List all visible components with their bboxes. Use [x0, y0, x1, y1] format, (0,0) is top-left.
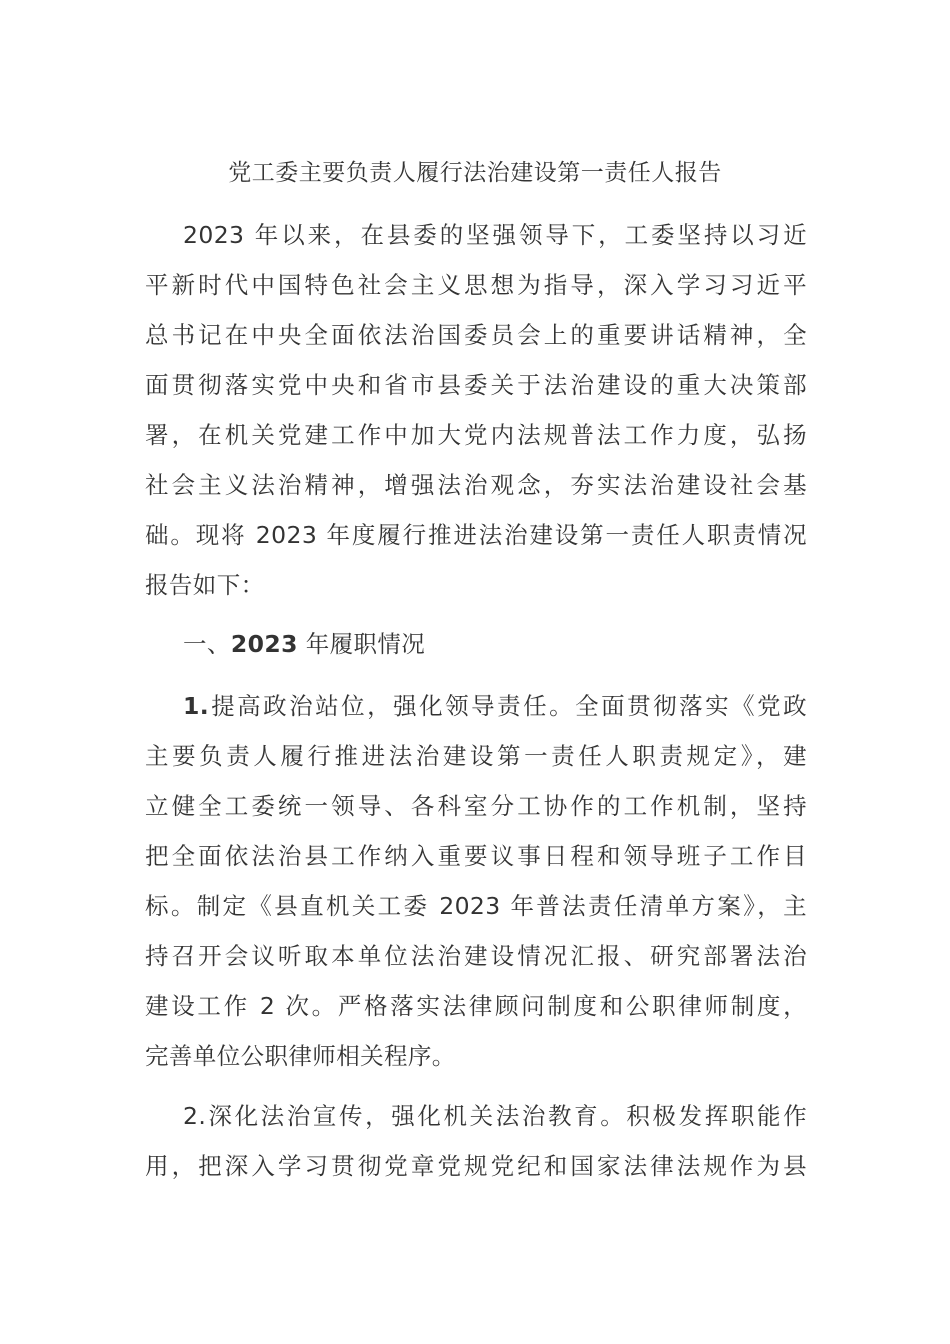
paragraph-line: 完善单位公职律师相关程序。 [145, 1042, 456, 1070]
item-2-paragraph [145, 1091, 807, 1191]
paragraph-line: 报告如下： [145, 571, 265, 599]
item-number: 1. [183, 692, 210, 720]
paragraph-line: 社会主义法治精神，增强法治观念，夯实法治建设社会基 [145, 471, 807, 499]
section-prefix: 一、 [183, 630, 231, 658]
document-title: 党工委主要负责人履行法治建设第一责任人报告 [228, 160, 722, 186]
item-first-line: 提高政治站位，强化领导责任。全面贯彻落实《党政 [209, 692, 807, 720]
section-heading-1 [145, 619, 807, 669]
paragraph-line: 把全面依法治县工作纳入重要议事日程和领导班子工作目 [145, 842, 807, 870]
paragraph-line: 建设工作 2 次。严格落实法律顾问制度和公职律师制度， [145, 992, 807, 1020]
paragraph-line: 标。制定《县直机关工委 2023 年普法责任清单方案》，主 [145, 892, 807, 920]
paragraph-line: 用，把深入学习贯彻党章党规党纪和国家法律法规作为县 [145, 1152, 807, 1180]
paragraph-line: 持召开会议听取本单位法治建设情况汇报、研究部署法治 [145, 942, 807, 970]
paragraph-line [145, 681, 807, 731]
paragraph-line: 2023 年以来，在县委的坚强领导下，工委坚持以习近 [183, 221, 807, 249]
section-title-rest: 年履职情况 [297, 630, 426, 658]
section-year: 2023 [230, 630, 298, 658]
intro-paragraph [145, 210, 807, 610]
paragraph-line: 础。现将 2023 年度履行推进法治建设第一责任人职责情况 [145, 521, 807, 549]
paragraph-line: 总书记在中央全面依法治国委员会上的重要讲话精神，全 [145, 321, 807, 349]
paragraph-line: 平新时代中国特色社会主义思想为指导，深入学习习近平 [145, 271, 807, 299]
item-1-paragraph [145, 681, 807, 1081]
paragraph-line: 署，在机关党建工作中加大党内法规普法工作力度，弘扬 [145, 421, 807, 449]
section-heading-line [145, 619, 807, 669]
paragraph-line: 主要负责人履行推进法治建设第一责任人职责规定》，建 [145, 742, 807, 770]
paragraph-line: 面贯彻落实党中央和省市县委关于法治建设的重大决策部 [145, 371, 807, 399]
paragraph-line: 立健全工委统一领导、各科室分工协作的工作机制，坚持 [145, 792, 807, 820]
paragraph-line: 2.深化法治宣传，强化机关法治教育。积极发挥职能作 [183, 1102, 807, 1130]
